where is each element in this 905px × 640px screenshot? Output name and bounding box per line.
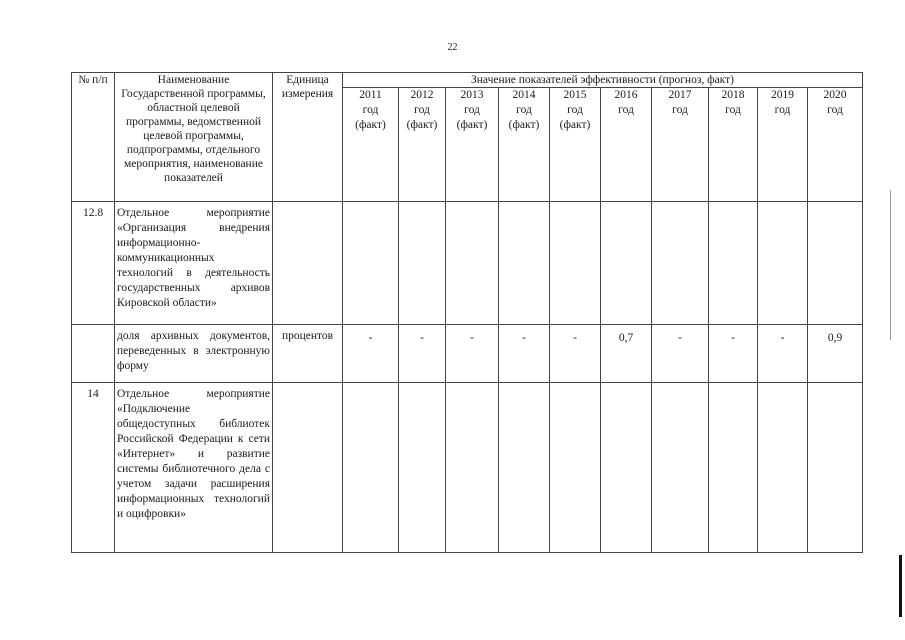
header-year-word: год [672, 104, 688, 116]
header-year-2017 [652, 88, 709, 202]
row-value [709, 383, 758, 553]
row-value [446, 202, 499, 325]
header-year-word: год [567, 104, 583, 116]
header-year-year: 2017 [668, 89, 692, 101]
row-value: - [399, 325, 446, 383]
header-year-year: 2016 [614, 89, 638, 101]
row-value [446, 383, 499, 553]
row-value [601, 383, 652, 553]
row-value [399, 202, 446, 325]
row-value [499, 383, 550, 553]
row-value [709, 202, 758, 325]
header-unit: Единица измерения [273, 73, 343, 202]
table-row [72, 202, 863, 325]
row-value [758, 383, 808, 553]
header-year-2012 [399, 88, 446, 202]
header-year-year: 2013 [460, 89, 484, 101]
header-year-2011 [343, 88, 399, 202]
row-unit: процентов [273, 325, 343, 383]
header-row [72, 73, 863, 88]
header-year-note: (факт) [456, 119, 488, 131]
row-value: - [550, 325, 601, 383]
header-group-title: Значение показателей эффективности (прогноз, факт) [343, 73, 863, 88]
row-value: 0,7 [601, 325, 652, 383]
table-row [72, 383, 863, 553]
header-no: № п/п [72, 73, 115, 202]
row-number [72, 325, 115, 383]
row-value [399, 383, 446, 553]
row-value [601, 202, 652, 325]
row-number: 14 [72, 383, 115, 553]
row-unit [273, 202, 343, 325]
header-year-word: год [414, 104, 430, 116]
row-value [652, 202, 709, 325]
row-value: - [652, 325, 709, 383]
row-value [499, 202, 550, 325]
header-year-year: 2020 [823, 89, 847, 101]
row-value: 0,9 [808, 325, 863, 383]
row-number: 12.8 [72, 202, 115, 325]
header-year-2019 [758, 88, 808, 202]
row-value [550, 202, 601, 325]
header-year-year: 2015 [563, 89, 587, 101]
scan-edge-line [890, 190, 891, 340]
row-name: Отдельное мероприятие «Организация внедрения информационно-коммуникационных технологий в деятельность государственных архивов Кировской области» [115, 202, 273, 325]
header-year-2015 [550, 88, 601, 202]
row-value: - [343, 325, 399, 383]
row-name: доля архивных документов, переведенных в электронную форму [115, 325, 273, 383]
row-unit [273, 383, 343, 553]
scan-edge-mark [899, 555, 902, 617]
header-name: Наименование Государственной программы, областной целевой программы, ведомственной целевой программы, подпрограммы, отдельного мероприятия, наименование показателей [115, 73, 273, 202]
row-name: Отдельное мероприятие «Подключение общедоступных библиотек Российской Федерации к сети «Интернет» и развитие системы библиотечного дела с учетом задачи расширения информационных технологий и оцифровки» [115, 383, 273, 553]
header-year-year: 2012 [410, 89, 434, 101]
header-year-2018 [709, 88, 758, 202]
row-value [808, 202, 863, 325]
header-year-year: 2018 [721, 89, 745, 101]
page-number: 22 [447, 42, 458, 53]
row-value [343, 383, 399, 553]
row-value: - [709, 325, 758, 383]
header-year-2016 [601, 88, 652, 202]
row-value [758, 202, 808, 325]
header-year-note: (факт) [355, 119, 386, 131]
header-year-word: год [362, 104, 379, 116]
row-value [652, 383, 709, 553]
header-year-2020 [808, 88, 863, 202]
header-year-2014 [499, 88, 550, 202]
header-year-word: год [725, 104, 741, 116]
header-year-word: год [618, 104, 634, 116]
row-value: - [499, 325, 550, 383]
row-value [550, 383, 601, 553]
header-year-word: год [774, 104, 791, 116]
header-year-word: год [516, 104, 532, 116]
header-year-word: год [827, 104, 843, 116]
header-year-note: (факт) [406, 119, 438, 131]
table-row [72, 325, 863, 383]
header-year-note: (факт) [559, 119, 591, 131]
header-year-year: 2019 [771, 89, 794, 101]
row-value: - [446, 325, 499, 383]
header-year-note: (факт) [508, 119, 540, 131]
table-body [72, 202, 863, 553]
header-year-2013 [446, 88, 499, 202]
header-year-year: 2011 [359, 89, 382, 101]
indicators-table [71, 72, 863, 553]
header-year-year: 2014 [512, 89, 536, 101]
header-year-word: год [464, 104, 480, 116]
row-value [808, 383, 863, 553]
row-value [343, 202, 399, 325]
row-value: - [758, 325, 808, 383]
